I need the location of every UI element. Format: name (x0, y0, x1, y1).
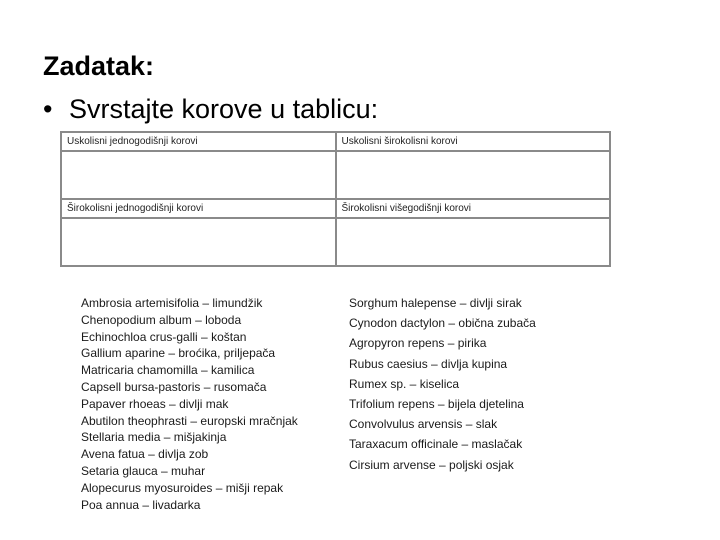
list-item: Cynodon dactylon – obična zubača (349, 316, 536, 331)
table-header-cell: Uskolisni jednogodišnji korovi (61, 132, 336, 151)
table-empty-row (61, 218, 610, 266)
table-header-cell: Širokolisni jednogodišnji korovi (61, 199, 336, 218)
list-item: Cirsium arvense – poljski osjak (349, 457, 514, 472)
task-bullet (43, 91, 378, 127)
weed-classification-table (60, 131, 611, 267)
list-item: Capsell bursa-pastoris – rusomača (81, 379, 267, 394)
table-empty-cell (336, 218, 611, 266)
list-item: Ambrosia artemisifolia – limundžik (81, 296, 263, 310)
list-item: Rumex sp. – kiselica (349, 376, 460, 391)
slide-title: Zadatak: (43, 51, 155, 81)
task-instruction: Svrstajte korove u tablicu: (69, 94, 379, 124)
list-item: Abutilon theophrasti – europski mračnjak (81, 413, 298, 428)
list-item: Setaria glauca – muhar (81, 463, 206, 478)
weed-list-right (349, 293, 536, 475)
table-header-row (61, 132, 610, 151)
table-empty-cell (61, 218, 336, 266)
list-item: Poa annua – livadarka (81, 497, 201, 512)
list-item: Rubus caesius – divlja kupina (349, 356, 508, 371)
list-item: Chenopodium album – loboda (81, 312, 242, 327)
list-item: Alopecurus myosuroides – mišji repak (81, 480, 284, 495)
list-item: Convolvulus arvensis – slak (349, 417, 498, 432)
table-empty-cell (61, 151, 336, 199)
table-header-cell: Širokolisni višegodišnji korovi (336, 199, 611, 218)
list-item: Trifolium repens – bijela djetelina (349, 397, 524, 412)
list-item: Papaver rhoeas – divlji mak (81, 396, 229, 411)
list-item: Avena fatua – divlja zob (81, 447, 209, 462)
table-header-row (61, 199, 610, 218)
list-item: Stellaria media – mišjakinja (81, 430, 227, 445)
weed-list-left (81, 295, 298, 513)
table-header-cell: Uskolisni širokolisni korovi (336, 132, 611, 151)
table-empty-row (61, 151, 610, 199)
list-item: Taraxacum officinale – maslačak (349, 437, 523, 452)
table-empty-cell (336, 151, 611, 199)
list-item: Matricaria chamomilla – kamilica (81, 363, 255, 378)
bullet-marker: • (43, 94, 53, 124)
list-item: Echinochloa crus-galli – koštan (81, 329, 247, 344)
list-item: Sorghum halepense – divlji sirak (349, 296, 522, 310)
list-item: Agropyron repens – pirika (349, 336, 487, 351)
list-item: Gallium aparine – broćika, priljepača (81, 346, 276, 361)
